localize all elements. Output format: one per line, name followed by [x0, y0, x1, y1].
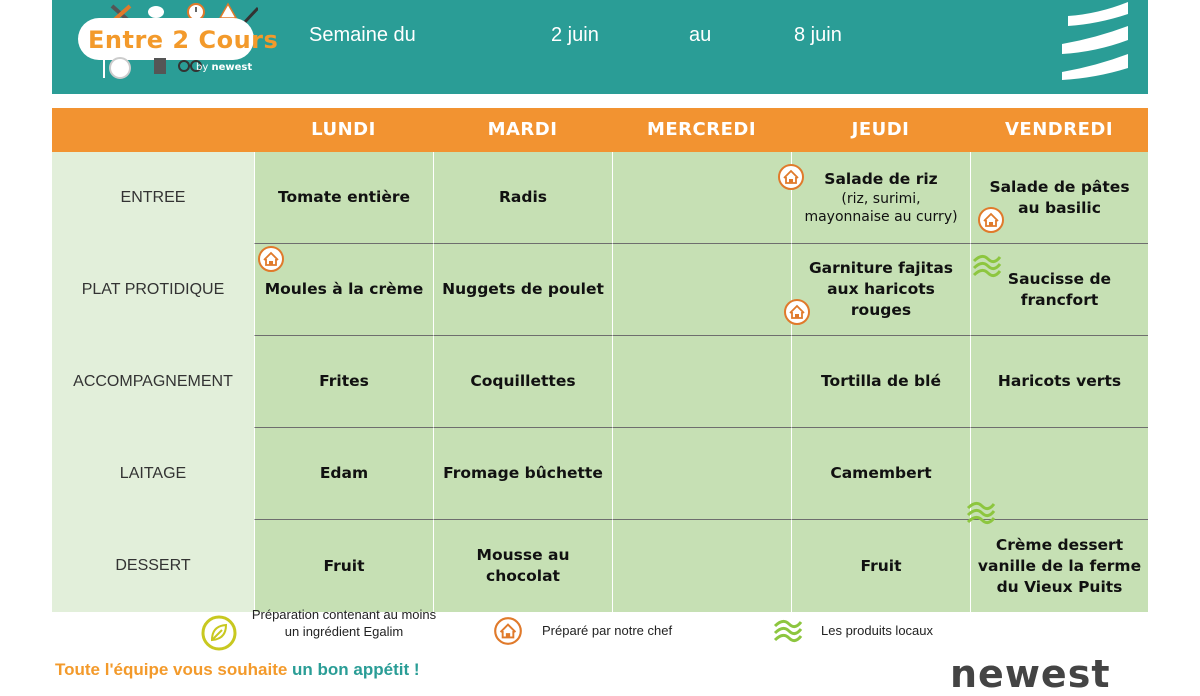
cell-laitage-wednesday: [612, 428, 791, 520]
day-header-friday: VENDREDI: [1004, 119, 1114, 140]
footer-message-start: Toute l'équipe vous souhaite: [55, 660, 293, 679]
dish-name: Crème dessert vanille de la ferme du Vieux Puits: [977, 535, 1142, 596]
week-to-label: au: [689, 24, 712, 46]
cell-plat-thursday: [791, 244, 970, 336]
dish-name: Saucisse de francfort: [1007, 269, 1112, 309]
day-header-tuesday: MARDI: [487, 119, 558, 140]
cell-dessert-wednesday: [612, 520, 791, 612]
local-product-icon: [772, 616, 804, 646]
dish-name: Radis: [498, 188, 548, 206]
cell-accompagnement-tuesday: [433, 336, 612, 428]
egalim-leaf-icon: [200, 614, 238, 652]
day-header-row: [52, 108, 1148, 152]
row-label-entree: ENTREE: [52, 152, 254, 245]
cell-laitage-friday: [970, 428, 1148, 520]
dish-name: Haricots verts: [997, 372, 1122, 390]
cell-accompagnement-thursday: [791, 336, 970, 428]
dish-name: Salade de riz: [824, 170, 938, 188]
local-product-icon: [972, 251, 1002, 281]
dish-name: Fromage bûchette: [443, 464, 603, 482]
legend-local-text: Les produits locaux: [821, 623, 934, 638]
dish-name: Salade de pâtes au basilic: [989, 177, 1130, 217]
week-start-date: 2 juin: [551, 24, 599, 46]
week-label: Semaine du: [309, 24, 416, 46]
dish-detail: (riz, surimi, mayonnaise au curry): [804, 191, 958, 225]
local-product-icon: [966, 498, 996, 528]
cell-dessert-friday: [970, 520, 1148, 612]
dish-name: Garniture fajitas aux haricots rouges: [808, 259, 954, 319]
dish-name: Fruit: [323, 556, 365, 575]
logo-by-text: by: [196, 62, 209, 73]
dish-name: Frites: [319, 372, 369, 390]
chef-house-icon: [256, 246, 286, 272]
logo-title: Entre 2 Cours: [88, 26, 279, 54]
newest-stripes-icon: [1058, 0, 1134, 80]
row-label-dessert: DESSERT: [52, 520, 254, 613]
cell-laitage-tuesday: [433, 428, 612, 520]
dish-name: Moules à la crème: [264, 280, 424, 298]
dish-name: Tomate entière: [277, 188, 411, 206]
row-label-laitage: LAITAGE: [52, 428, 254, 521]
day-header-wednesday: MERCREDI: [646, 119, 757, 140]
cell-accompagnement-wednesday: [612, 336, 791, 428]
cell-laitage-monday: [254, 428, 433, 520]
footer-message: [55, 660, 420, 680]
row-label-plat: PLAT PROTIDIQUE: [52, 244, 254, 337]
cell-entree-wednesday: [612, 152, 791, 244]
dish-name: Camembert: [830, 464, 932, 482]
row-label-accompagnement: ACCOMPAGNEMENT: [52, 336, 254, 429]
dish-name: Fruit: [860, 556, 902, 575]
cell-plat-wednesday: [612, 244, 791, 336]
week-end-date: 8 juin: [794, 24, 842, 46]
cell-entree-thursday: [791, 152, 970, 244]
cell-entree-monday: [254, 152, 433, 244]
cell-dessert-monday: [254, 520, 433, 612]
day-header-monday: LUNDI: [311, 119, 376, 140]
day-header-thursday: JEUDI: [851, 119, 910, 140]
cell-dessert-tuesday: [433, 520, 612, 612]
dish-name: Nuggets de poulet: [442, 280, 604, 298]
dish-name: Tortilla de blé: [821, 372, 941, 390]
cell-laitage-thursday: [791, 428, 970, 520]
dish-name: Edam: [319, 464, 369, 482]
legend-egalim-text: Préparation contenant au moins un ingrédient Egalim: [251, 607, 437, 639]
logo-brand-text: newest: [211, 62, 253, 73]
logo-by-newest: [196, 62, 252, 73]
legend: [0, 604, 1200, 654]
tableware-icon: [98, 56, 208, 82]
footer-newest-logo: newest: [950, 652, 1111, 696]
cell-accompagnement-friday: [970, 336, 1148, 428]
dish-name: Coquillettes: [470, 372, 576, 390]
cell-accompagnement-monday: [254, 336, 433, 428]
cell-entree-tuesday: [433, 152, 612, 244]
dish-name: Mousse au chocolat: [476, 546, 570, 585]
chef-house-icon: [492, 617, 524, 645]
menu-header: [52, 0, 1148, 94]
cell-plat-tuesday: [433, 244, 612, 336]
chef-house-icon: [782, 299, 812, 325]
chef-house-icon: [976, 207, 1006, 233]
chef-house-icon: [776, 164, 806, 190]
cell-dessert-thursday: [791, 520, 970, 612]
entre-2-cours-logo: [78, 0, 279, 86]
footer-message-end: un bon appétit !: [292, 660, 420, 679]
legend-chef-text: Préparé par notre chef: [542, 623, 673, 638]
menu-table: [52, 108, 1148, 612]
